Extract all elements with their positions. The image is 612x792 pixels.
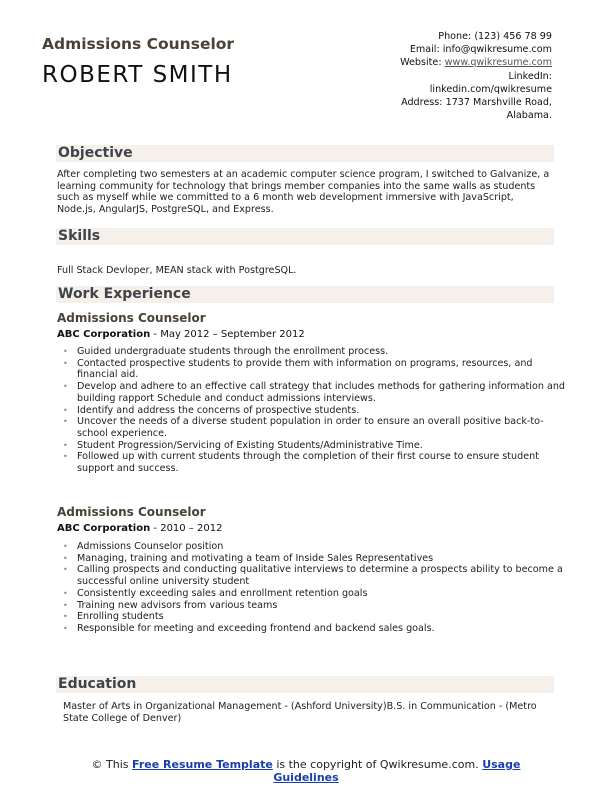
list-item: • Admissions Counselor position bbox=[77, 541, 571, 553]
free-resume-template-link[interactable]: Free Resume Template bbox=[132, 758, 273, 771]
section-heading-education: Education bbox=[56, 676, 554, 693]
skills-text: Full Stack Devloper, MEAN stack with PostgreSQL. bbox=[57, 265, 297, 276]
job-title-2: Admissions Counselor bbox=[57, 505, 206, 519]
list-item: • Responsible for meeting and exceeding frontend and backend sales goals. bbox=[77, 623, 571, 635]
education-text: Master of Arts in Organizational Management - (Ashford University)B.S. in Communication - (Metro State College of Denver) bbox=[63, 701, 537, 724]
list-item: • Managing, training and motivating a team of Inside Sales Representatives bbox=[77, 553, 571, 565]
contact-website bbox=[382, 56, 552, 69]
email-label: Email: bbox=[409, 44, 440, 56]
job-title: Admissions Counselor bbox=[42, 35, 235, 53]
address-label: Address: bbox=[401, 97, 443, 109]
usage-guidelines-link[interactable]: Usage Guidelines bbox=[273, 758, 521, 784]
list-item: • Contacted prospective students to provide them with information on programs, resources, and financial aid. bbox=[77, 358, 571, 381]
list-item: • Training new advisors from various teams bbox=[77, 600, 571, 612]
copyright-footer bbox=[80, 758, 532, 784]
phone-value: (123) 456 78 99 bbox=[474, 31, 552, 42]
phone-label: Phone: bbox=[438, 31, 472, 42]
section-heading-objective: Objective bbox=[56, 145, 554, 162]
objective-text: After completing two semesters at an academic computer science program, I switched to Galvanize, a learning community for technology that brings member companies into the same walls as students such as myself while we committed to a 6 month web development immersive with JavaScript, Node.js, AngularJS, PostgreSQL, and Express. bbox=[57, 169, 550, 215]
list-item: • Followed up with current students through the completion of their first course to ensure student support and success. bbox=[77, 451, 571, 474]
section-heading-work-experience: Work Experience bbox=[56, 286, 554, 303]
footer-middle: is the copyright of Qwikresume.com. bbox=[272, 758, 483, 771]
list-item: • Uncover the needs of a diverse student population in order to ensure an overall positive back-to-school experience. bbox=[77, 416, 571, 439]
footer-prefix: © This bbox=[91, 758, 133, 771]
list-item: • Student Progression/Servicing of Existing Students/Administrative Time. bbox=[77, 440, 571, 452]
contact-linkedin-label: LinkedIn: bbox=[508, 70, 552, 82]
company-name: ABC Corporation bbox=[57, 329, 151, 340]
company-name: ABC Corporation bbox=[57, 523, 151, 534]
candidate-name: ROBERT SMITH bbox=[42, 62, 233, 88]
contact-phone bbox=[382, 30, 552, 43]
section-heading-skills: Skills bbox=[56, 228, 554, 245]
list-item: • Guided undergraduate students through the enrollment process. bbox=[77, 346, 571, 358]
job-dates: - May 2012 – September 2012 bbox=[150, 329, 305, 340]
website-label: Website: bbox=[400, 57, 442, 69]
list-item: • Calling prospects and conducting qualitative interviews to determine a prospects ability to become a successful online university student bbox=[77, 564, 571, 587]
email-value: info@qwikresume.com bbox=[442, 44, 552, 56]
contact-info bbox=[382, 30, 552, 122]
job-2-bullets bbox=[60, 541, 571, 635]
contact-address bbox=[382, 96, 552, 122]
job-1-bullets bbox=[60, 346, 571, 475]
job-company-1 bbox=[57, 329, 305, 340]
job-company-2 bbox=[57, 523, 222, 534]
list-item: • Develop and adhere to an effective call strategy that includes methods for gathering information and building rapport Schedule and conduct admissions interviews. bbox=[77, 381, 571, 404]
list-item: • Identify and address the concerns of prospective students. bbox=[77, 405, 571, 417]
job-dates: - 2010 – 2012 bbox=[150, 523, 223, 534]
website-link[interactable]: www.qwikresume.com bbox=[444, 57, 552, 69]
contact-email bbox=[382, 43, 552, 56]
contact-linkedin: linkedin.com/qwikresume bbox=[429, 83, 552, 95]
address-value: 1737 Marshville Road, Alabama. bbox=[445, 97, 552, 122]
list-item: • Enrolling students bbox=[77, 611, 571, 623]
list-item: • Consistently exceeding sales and enrollment retention goals bbox=[77, 588, 571, 600]
job-title-1: Admissions Counselor bbox=[57, 311, 206, 325]
